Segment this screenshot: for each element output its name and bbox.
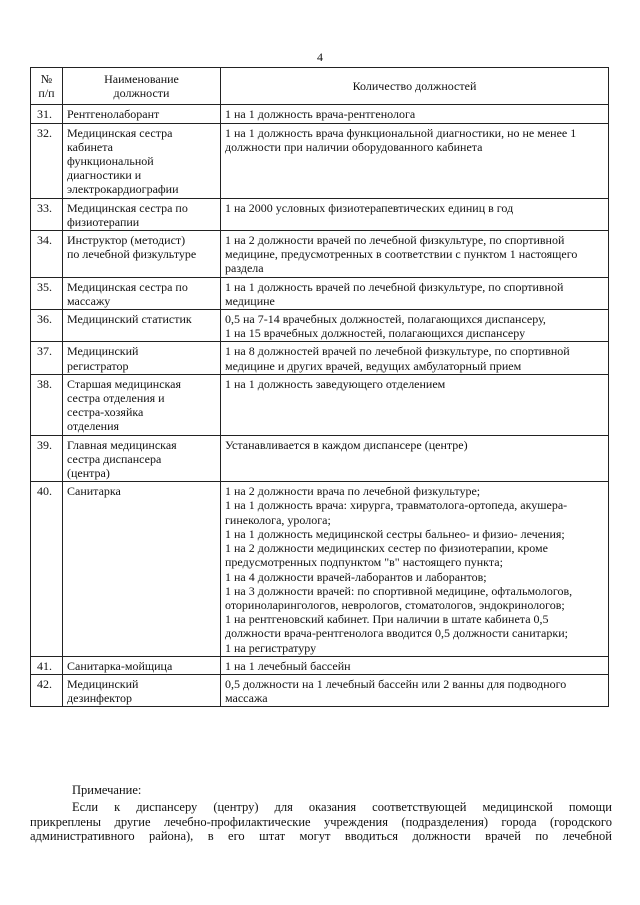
table-header-row	[31, 68, 609, 105]
note-paragraph-continued	[30, 815, 612, 844]
table-row	[31, 123, 609, 198]
row-number: 31.	[31, 105, 63, 123]
note-paragraph-line-3: административного района), в его штат могут вводиться должности врачей по лечебной	[30, 829, 612, 843]
row-number: 38.	[31, 374, 63, 435]
row-number: 39.	[31, 435, 63, 482]
header-position-name: Наименование должности	[63, 68, 221, 105]
row-position-name: Главная медицинская сестра диспансера (центра)	[63, 435, 221, 482]
row-position-name: Медицинский регистратор	[63, 342, 221, 374]
note-paragraph-line-2: прикреплены другие лечебно-профилактические учреждения (подразделения) города (городского	[30, 814, 612, 829]
table-row	[31, 674, 609, 706]
row-position-name: Медицинская сестра по массажу	[63, 277, 221, 309]
row-number: 32.	[31, 123, 63, 198]
table-row	[31, 482, 609, 656]
page-number: 4	[317, 50, 323, 64]
row-position-name: Медицинская сестра кабинета функциональной диагностики и электрокардиографии	[63, 123, 221, 198]
row-position-name: Медицинский статистик	[63, 310, 221, 342]
table-body	[31, 105, 609, 707]
table-row	[31, 435, 609, 482]
row-number: 35.	[31, 277, 63, 309]
row-position-count: 0,5 должности на 1 лечебный бассейн или 2 ванны для подводного массажа	[221, 674, 609, 706]
header-number: № п/п	[31, 68, 63, 105]
staffing-table	[30, 67, 609, 707]
note-paragraph-line-1: Если к диспансеру (центру) для оказания соответствующей медицинской помощи	[72, 800, 612, 814]
table-row	[31, 342, 609, 374]
row-number: 36.	[31, 310, 63, 342]
table-row	[31, 374, 609, 435]
row-position-count: 1 на 1 должность заведующего отделением	[221, 374, 609, 435]
row-position-count: 1 на 1 должность врача функциональной диагностики, но не менее 1 должности при наличии оборудованного кабинета	[221, 123, 609, 198]
row-position-count: 1 на 2 должности врача по лечебной физкультуре; 1 на 1 должность врача: хирурга, травматолога-ортопеда, акушера- гинеколога, уролога; 1 на 1 должность медицинской сестры бальнео- и физио- лечения; 1 на 2 должности медицинских сестер по физиотерапии, кроме предусмотренных подпунктом "в" настоящего пункта; 1 на 4 должности врачей-лаборантов и лаборантов; 1 на 3 должности врачей: по спортивной медицине, офтальмологов, оториноларингологов, неврологов, стоматологов, эндокринологов; 1 на рентгеновский кабинет. При наличии в штате кабинета 0,5 должности врача-рентгенолога вводится 0,5 должности санитарки; 1 на регистратуру	[221, 482, 609, 656]
row-position-name: Санитарка	[63, 482, 221, 656]
row-position-count: 1 на 8 должностей врачей по лечебной физкультуре, по спортивной медицине и других врачей, ведущих амбулаторный прием	[221, 342, 609, 374]
row-position-name: Санитарка-мойщица	[63, 656, 221, 674]
table-row	[31, 231, 609, 278]
row-number: 37.	[31, 342, 63, 374]
row-position-count: 1 на 1 должность врача-рентгенолога	[221, 105, 609, 123]
row-number: 33.	[31, 198, 63, 230]
row-position-name: Медицинский дезинфектор	[63, 674, 221, 706]
row-position-name: Старшая медицинская сестра отделения и сестра-хозяйка отделения	[63, 374, 221, 435]
row-position-name: Инструктор (методист) по лечебной физкультуре	[63, 231, 221, 278]
row-position-count: 1 на 2 должности врачей по лечебной физкультуре, по спортивной медицине, предусмотренных в соответствии с пунктом 1 настоящего раздела	[221, 231, 609, 278]
row-position-count: 1 на 1 должность врачей по лечебной физкультуре, по спортивной медицине	[221, 277, 609, 309]
row-number: 40.	[31, 482, 63, 656]
row-position-name: Медицинская сестра по физиотерапии	[63, 198, 221, 230]
row-number: 42.	[31, 674, 63, 706]
row-position-count: 0,5 на 7-14 врачебных должностей, полагающихся диспансеру, 1 на 15 врачебных должностей, полагающихся диспансеру	[221, 310, 609, 342]
note-title: Примечание:	[72, 783, 142, 797]
table-row	[31, 656, 609, 674]
table-row	[31, 277, 609, 309]
header-position-count: Количество должностей	[221, 68, 609, 105]
row-number: 41.	[31, 656, 63, 674]
table-row	[31, 198, 609, 230]
table-row	[31, 310, 609, 342]
row-position-count: Устанавливается в каждом диспансере (центре)	[221, 435, 609, 482]
row-position-name: Рентгенолаборант	[63, 105, 221, 123]
table-row	[31, 105, 609, 123]
row-position-count: 1 на 1 лечебный бассейн	[221, 656, 609, 674]
row-number: 34.	[31, 231, 63, 278]
row-position-count: 1 на 2000 условных физиотерапевтических единиц в год	[221, 198, 609, 230]
